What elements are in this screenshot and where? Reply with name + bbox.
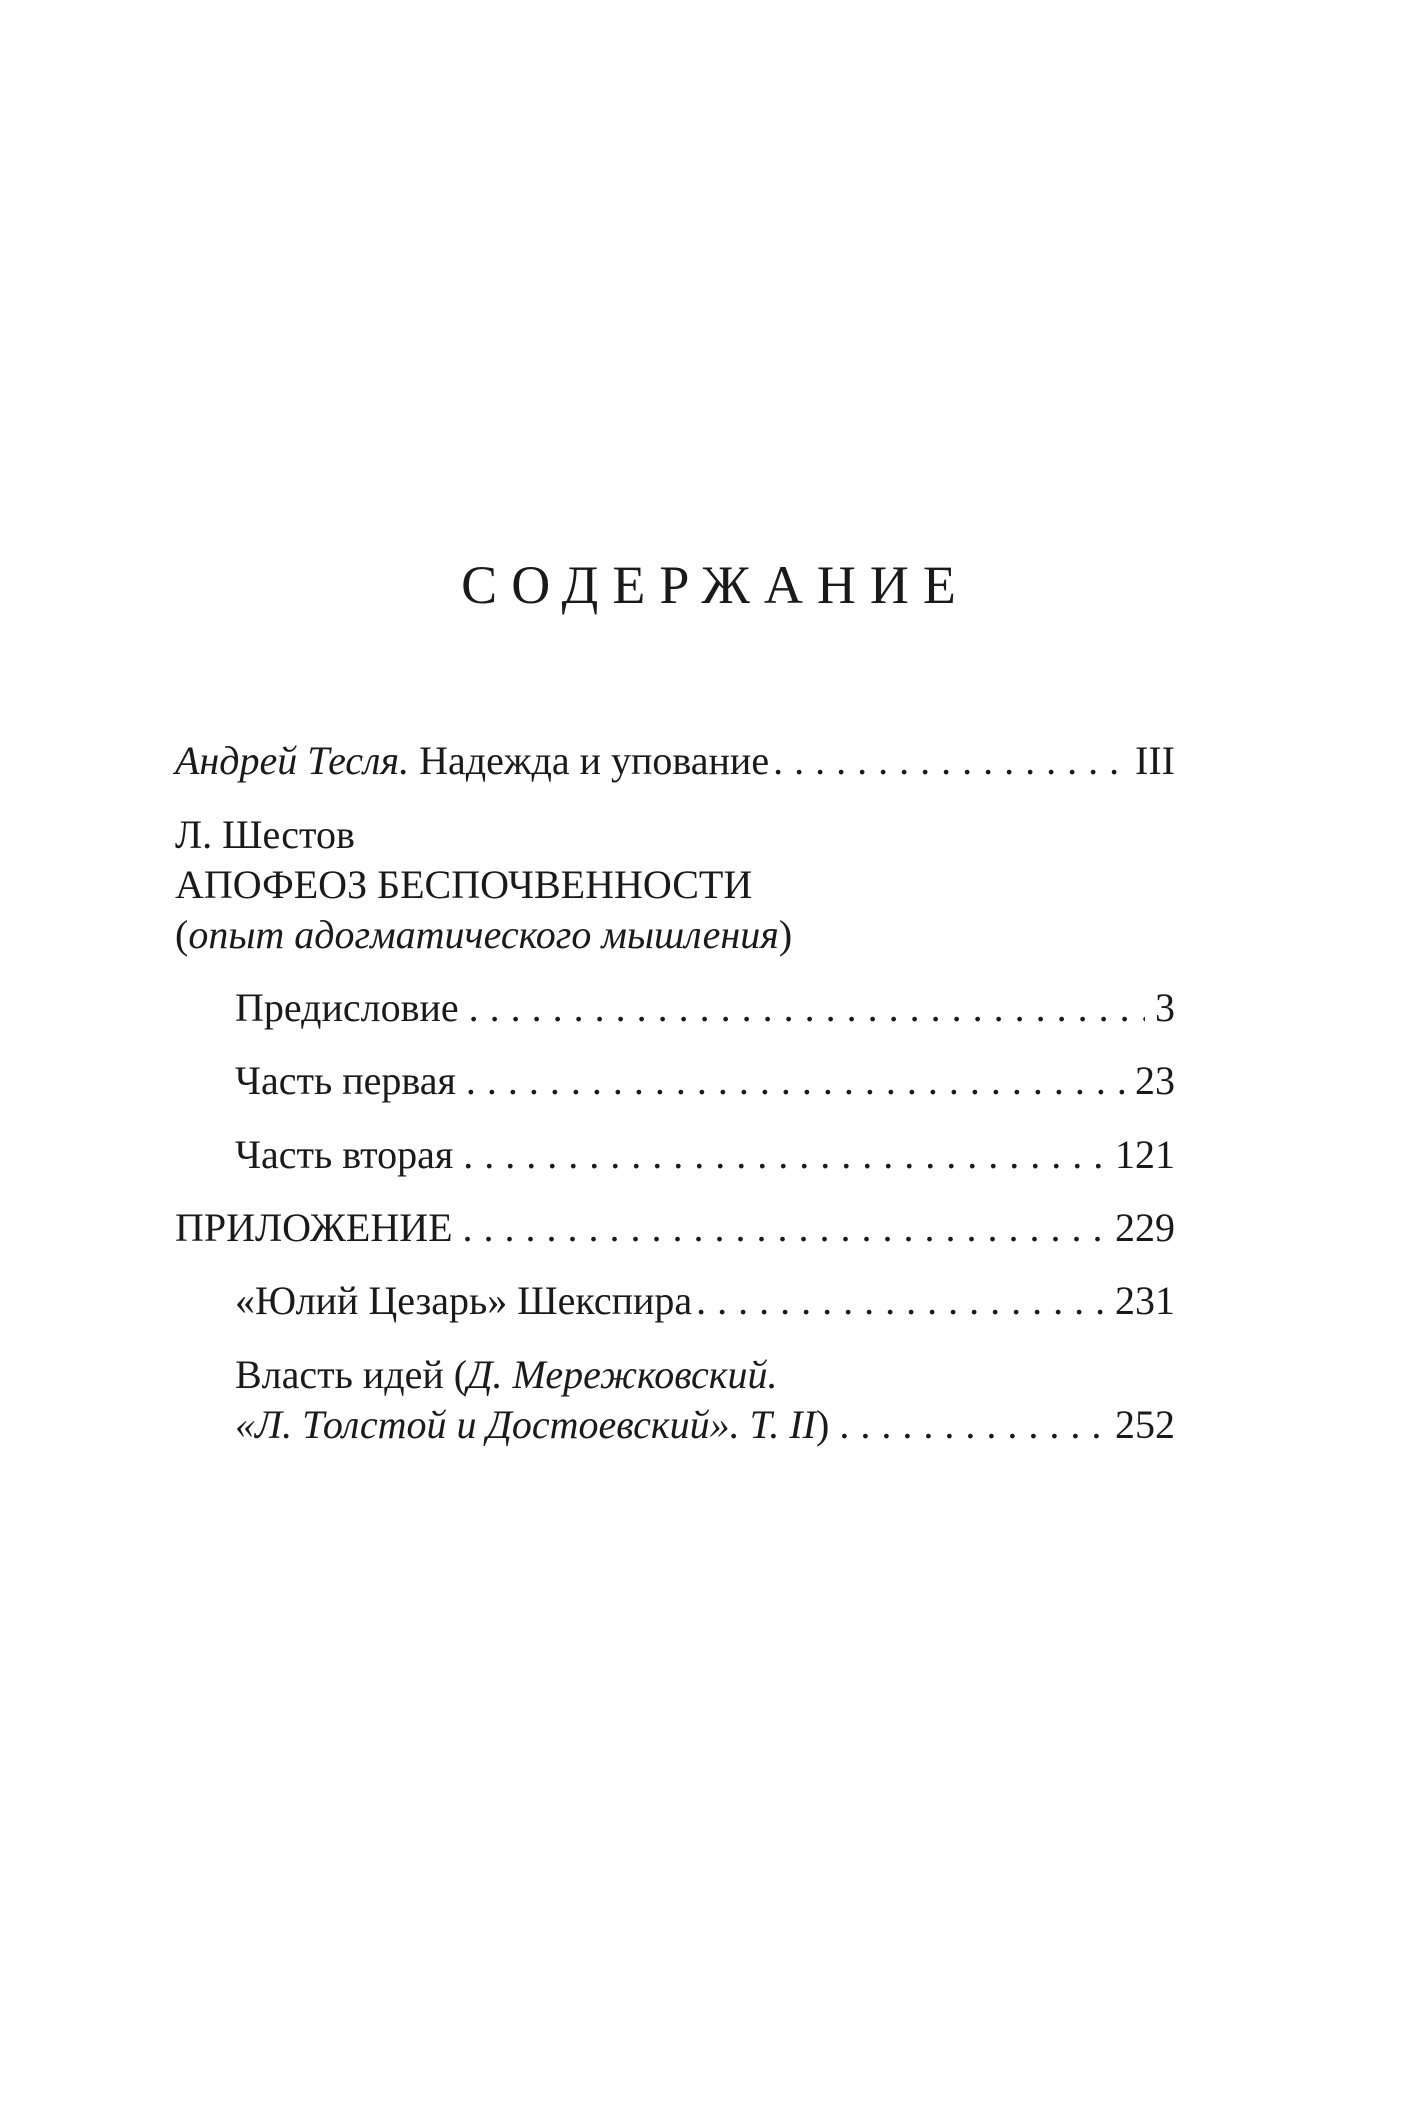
- toc-entry-page: 23: [1135, 1058, 1175, 1103]
- toc-entry-power-line2[interactable]: [235, 1397, 1175, 1453]
- toc-entry-title: Предисловие: [235, 985, 459, 1030]
- toc-entry-title: Надежда и упование: [419, 738, 770, 783]
- toc-entry-author: Андрей Тесля.: [175, 738, 410, 783]
- toc-entry-title-italic: «Л. Толстой и Достоевский». Т. II: [235, 1402, 816, 1447]
- toc-entry-label: [175, 733, 769, 789]
- book-subtitle-line: [175, 907, 1175, 963]
- toc-entry-title: «Юлий Цезарь» Шекспира: [235, 1278, 693, 1323]
- leader-dots: [463, 1200, 1105, 1256]
- book-author-line: [175, 807, 1175, 863]
- toc-entry-title: Часть первая: [235, 1058, 456, 1103]
- toc-entry-appendix[interactable]: [175, 1200, 1175, 1256]
- leader-dots: [463, 1127, 1105, 1183]
- book-subtitle: опыт адогматического мышления: [188, 912, 779, 957]
- toc-entry-page: 121: [1115, 1132, 1175, 1177]
- toc-entry-title: Часть вторая: [235, 1132, 454, 1177]
- toc-entry-page: 3: [1155, 985, 1175, 1030]
- toc-entry-title: ПРИЛОЖЕНИЕ: [175, 1205, 453, 1250]
- toc-entry-part2[interactable]: [235, 1127, 1175, 1183]
- toc-entry-label: [235, 1397, 829, 1453]
- toc-entry-page: III: [1135, 738, 1175, 783]
- book-title: АПОФЕОЗ БЕСПОЧВЕННОСТИ: [175, 862, 753, 907]
- book-author: Л. Шестов: [175, 812, 355, 857]
- toc-entry-power-line1[interactable]: [235, 1347, 1175, 1403]
- toc-entry-preface[interactable]: [235, 980, 1175, 1036]
- toc-entry-part1[interactable]: [235, 1053, 1175, 1109]
- paren-open: (: [175, 912, 189, 957]
- toc-entry-title-italic: Д. Мережковский.: [467, 1352, 778, 1397]
- toc-entry-intro[interactable]: [175, 733, 1175, 789]
- leader-dots: [773, 733, 1131, 789]
- paren-close: ): [778, 912, 793, 957]
- toc-entry-page: 229: [1115, 1205, 1175, 1250]
- toc-entry-page: 231: [1115, 1278, 1175, 1323]
- book-title-line: [175, 857, 1175, 913]
- leader-dots: [696, 1273, 1111, 1329]
- toc-entry-title: Власть идей (: [235, 1352, 468, 1397]
- paren-close: ): [815, 1402, 830, 1447]
- leader-dots: [839, 1397, 1105, 1453]
- toc-entry-caesar[interactable]: [235, 1273, 1175, 1329]
- toc-entry-page: 252: [1115, 1402, 1175, 1447]
- leader-dots: [469, 980, 1145, 1036]
- page-title: СОДЕРЖАНИЕ: [461, 555, 970, 615]
- leader-dots: [466, 1053, 1125, 1109]
